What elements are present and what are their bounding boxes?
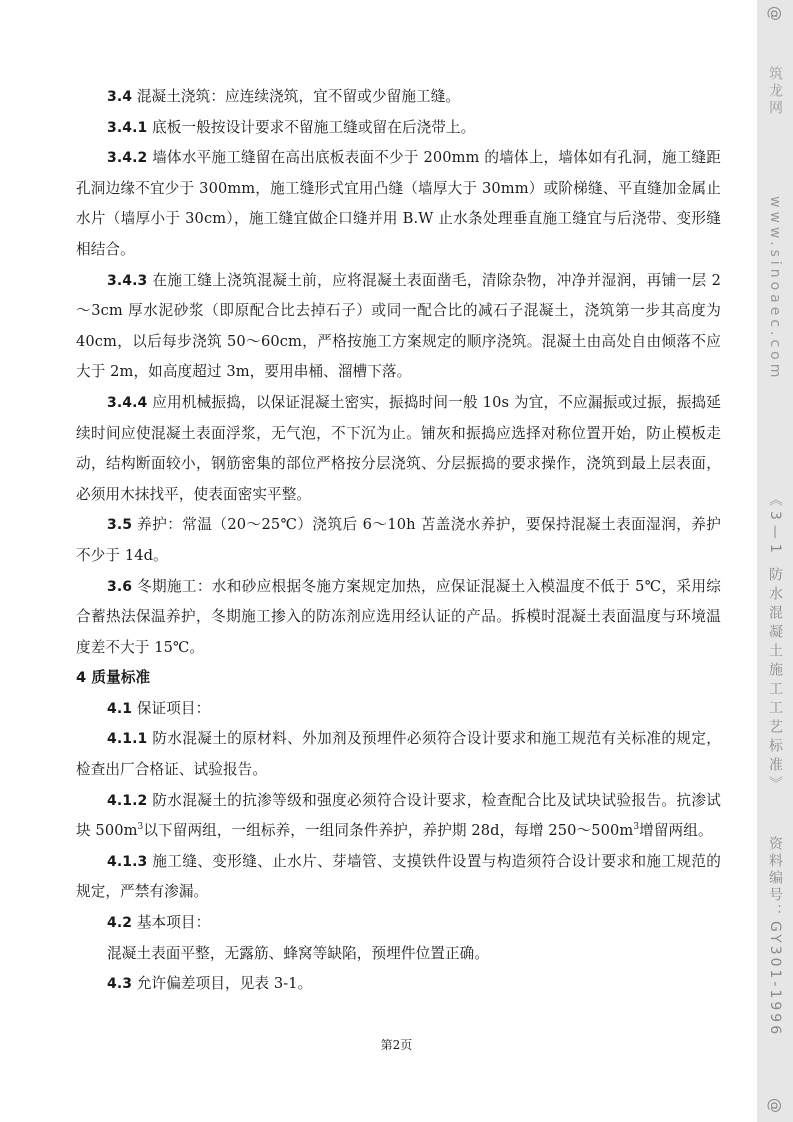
website-text: www.sinoaec.com [767, 196, 783, 382]
paragraph-text: 防水混凝土的抗渗等级和强度必须符合设计要求，检查配合比及试块试验报告。抗渗试块 500m [76, 791, 721, 840]
section-number: 4.1.2 [107, 792, 148, 809]
paragraph-text: 墙体水平施工缝留在高出底板表面不少于 200mm 的墙体上，墙体如有孔洞，施工缝距孔洞边缘不宜少于 300mm，施工缝形式宜用凸缝（墙厚大于 30mm）或阶梯缝、平直缝加金属止水片（墙厚小于 30cm），施工缝宜做企口缝并用 B.W 止水条处理垂直施工缝宜与后浇带、变形缝相结合。 [76, 149, 721, 258]
section-number: 3.4.2 [107, 150, 148, 167]
section-number: 3.4.4 [107, 394, 148, 411]
superscript: 3 [633, 822, 640, 833]
section-number: 4.2 [107, 915, 133, 932]
paragraph-3-4-4 [76, 388, 721, 510]
standard-title-text: 《3—1 防水混凝土施工工艺标准》 [767, 492, 783, 796]
document-code-text: 资料编号：GY301-1996 [767, 836, 783, 1038]
paragraph-3-4-1 [76, 113, 721, 144]
paragraph-text: 允许偏差项目，见表 3-1。 [132, 975, 313, 993]
section-number: 3.4 [107, 89, 133, 105]
paragraph-text: 基本项目： [132, 914, 211, 932]
paragraph-4-1-2 [76, 786, 721, 847]
section-number: 3.4.1 [107, 119, 148, 136]
paragraph-4-3 [76, 969, 721, 1000]
document-body [76, 82, 721, 1000]
superscript: 3 [137, 822, 144, 833]
section-number: 4.3 [107, 976, 133, 993]
paragraph-4-2 [76, 908, 721, 939]
section-number: 4.1.1 [107, 731, 148, 748]
section-heading: 4 质量标准 [76, 669, 151, 687]
at-symbol-top: @ [766, 6, 784, 21]
paragraph-text: 保证项目： [132, 699, 211, 717]
paragraph-basic-items [76, 939, 721, 970]
paragraph-4-1 [76, 694, 721, 725]
paragraph-text: 防水混凝土的原材料、外加剂及预埋件必须符合设计要求和施工规范有关标准的规定，检查出厂合格证、试验报告。 [76, 730, 721, 779]
paragraph-text: 施工缝、变形缝、止水片、芽墙管、支摸铁件设置与构造须符合设计要求和施工规范的规定，严禁有渗漏。 [76, 852, 721, 901]
at-symbol-bottom: @ [766, 1098, 784, 1113]
paragraph-text: 在施工缝上浇筑混凝土前，应将混凝土表面凿毛，清除杂物，冲净并湿润，再铺一层 2～3cm 厚水泥砂浆（即原配合比去掉石子）或同一配合比的减石子混凝土，浇筑第一步其高度为 40cm，以后每步浇筑 50～60cm，严格按施工方案规定的顺序浇筑。混凝土由高处自由倾落不应大于 2m，如高度超过 3m，要用串桶、溜槽下落。 [76, 271, 721, 381]
page-number: 第2页 [380, 1038, 413, 1052]
paragraph-text: 养护：常温（20～25℃）浇筑后 6～10h 苫盖浇水养护，要保持混凝土表面湿润，养护不少于 14d。 [76, 516, 721, 564]
paragraph-3-4-2 [76, 143, 721, 265]
paragraph-text: 冬期施工：水和砂应根据冬施方案规定加热，应保证混凝土入模温度不低于 5℃，采用综合蓄热法保温养护，冬期施工掺入的防冻剂应选用经认证的产品。拆模时混凝土表面温度与环境温度差不大于 15℃。 [76, 577, 721, 656]
paragraph-text: 混凝土浇筑：应连续浇筑，宜不留或少留施工缝。 [132, 88, 461, 105]
section-number: 3.6 [107, 578, 133, 595]
paragraph-3-6 [76, 572, 721, 664]
brand-text: 筑龙网 [767, 66, 783, 117]
watermark-sidebar [757, 0, 793, 1122]
paragraph-text: 应用机械振捣，以保证混凝土密实，振捣时间一般 10s 为宜，不应漏振或过振，振捣延续时间应使混凝土表面浮浆，无气泡，不下沉为止。铺灰和振捣应选择对称位置开始，防止模板走动，结构断面较小，钢筋密集的部位严格按分层浇筑、分层振捣的要求操作，浇筑到最上层表面，必须用木抹找平，使表面密实平整。 [76, 393, 721, 503]
paragraph-3-4 [76, 82, 721, 113]
section-number: 4.1 [107, 700, 133, 717]
paragraph-text: 以下留两组，一组标养，一组同条件养护，养护期 28d，每增 250～500m [143, 822, 634, 840]
section-number: 4.1.3 [107, 853, 148, 870]
paragraph-4-1-3 [76, 847, 721, 908]
paragraph-text: 底板一般按设计要求不留施工缝或留在后浇带上。 [147, 118, 476, 136]
section-number: 3.5 [107, 517, 133, 534]
paragraph-text: 增留两组。 [639, 822, 713, 840]
paragraph-3-5 [76, 510, 721, 571]
section-number: 3.4.3 [107, 272, 148, 289]
paragraph-4-1-1 [76, 724, 721, 785]
paragraph-text: 混凝土表面平整，无露筋、蜂窝等缺陷，预埋件位置正确。 [107, 944, 490, 962]
paragraph-3-4-3 [76, 266, 721, 388]
